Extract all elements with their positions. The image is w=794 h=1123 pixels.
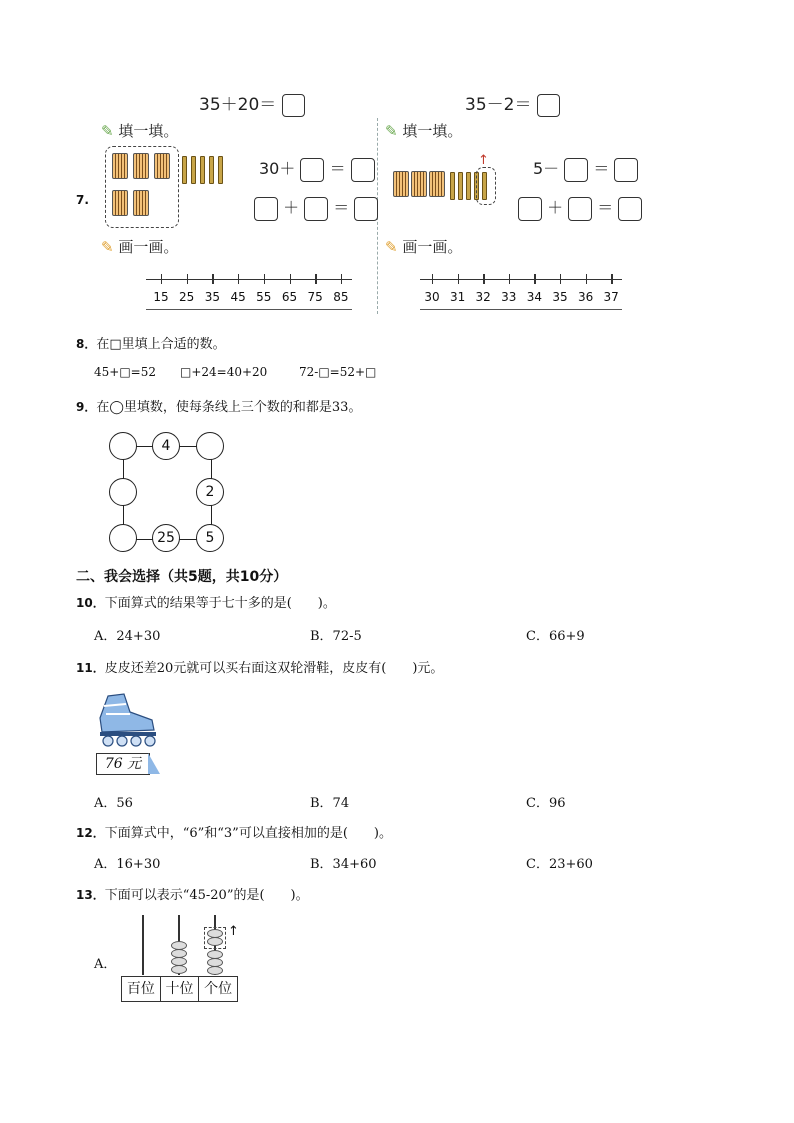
question-number: 11． [76, 661, 105, 675]
tick-label: 31 [449, 290, 466, 304]
single-stick [218, 156, 223, 184]
q10-prompt [76, 592, 336, 611]
abacus-label-tens: 十位 [161, 977, 200, 1001]
q7-left-equation-1 [259, 156, 375, 182]
tick-mark [483, 274, 484, 284]
stick-bundle [411, 171, 427, 197]
answer-box[interactable] [282, 94, 305, 117]
tick-label: 65 [281, 290, 298, 304]
answer-box[interactable] [618, 197, 642, 221]
question-text: 皮皮还差20元就可以买右面这双轮滑鞋，皮皮有( )元。 [104, 661, 444, 676]
tick-label: 36 [577, 290, 594, 304]
roller-skate-icon [94, 690, 164, 750]
number-line-right-base [420, 309, 622, 310]
q11-option-b[interactable]: B．74 [310, 796, 350, 811]
equals-sign: ＝ [329, 159, 346, 178]
question-text: 在□里填上合适的数。 [96, 337, 226, 352]
circle-bottom-right: 5 [196, 524, 224, 552]
tick-label: 35 [204, 290, 221, 304]
question-number: 8． [76, 337, 97, 351]
draw-label-right [385, 236, 462, 257]
answer-box[interactable] [351, 158, 375, 182]
section-title: 二、我会选择（共5题，共10分） [76, 569, 288, 585]
tick-label: 25 [179, 290, 195, 304]
plus-sign: ＋ [547, 198, 564, 217]
answer-box[interactable] [300, 158, 324, 182]
tick-mark [264, 274, 265, 284]
answer-box[interactable] [518, 197, 542, 221]
tick-mark [212, 274, 213, 284]
q13-option-a[interactable]: A． [94, 957, 117, 972]
question-text: 下面算式中，“6”和“3”可以直接相加的是( )。 [104, 826, 392, 841]
tick-label: 33 [501, 290, 517, 304]
number-line-left [146, 279, 352, 280]
q8-prompt [76, 333, 226, 352]
equation-text: 35－2＝ [465, 95, 532, 115]
plus-sign: ＋ [283, 198, 300, 217]
stick-bundle [429, 171, 445, 197]
tick-mark [611, 274, 612, 284]
stick-bundle [112, 153, 128, 179]
draw-label-text: 画一画。 [118, 238, 179, 256]
q7-left-equation-2 [254, 195, 378, 221]
tick-mark [187, 274, 188, 284]
circle-bottom-left[interactable] [109, 524, 137, 552]
answer-box[interactable] [568, 197, 592, 221]
abacus-label-hundreds: 百位 [122, 977, 161, 1001]
tick-mark [238, 274, 239, 284]
answer-box[interactable] [354, 197, 378, 221]
equation-text: 35＋20＝ [199, 95, 277, 115]
tick-mark [341, 274, 342, 284]
tick-label: 85 [333, 290, 349, 304]
abacus-bead [171, 965, 187, 974]
q13-prompt [76, 884, 309, 903]
tick-label: 45 [230, 290, 246, 304]
up-arrow-icon: ↑ [228, 924, 239, 939]
q11-option-c[interactable]: C．96 [526, 796, 566, 811]
answer-box[interactable] [537, 94, 560, 117]
q8-item-2[interactable]: □+24=40+20 [180, 365, 268, 379]
question-number: 10． [76, 596, 105, 610]
number-line-right [420, 279, 622, 280]
answer-box[interactable] [564, 158, 588, 182]
q8-item-3[interactable]: 72-□=52+□ [299, 365, 377, 379]
q9-prompt [76, 396, 361, 415]
tick-label: 30 [424, 290, 440, 304]
tick-label: 35 [552, 290, 568, 304]
question-number: 7. [76, 193, 89, 207]
tick-label: 34 [526, 290, 543, 304]
single-stick [450, 172, 455, 200]
q8-item-1[interactable]: 45+□=52 [94, 365, 156, 379]
tick-label: 37 [603, 290, 619, 304]
price-tag: 76 元 [96, 753, 150, 775]
stick-bundle [112, 190, 128, 216]
abacus-rod-hundreds [142, 915, 144, 975]
question-number: 12． [76, 826, 105, 840]
equation-text: 5－ [533, 159, 560, 178]
tick-mark [560, 274, 561, 284]
price-tag-stand [148, 753, 160, 774]
pencil-icon: ✎ [101, 122, 114, 140]
q12-option-a[interactable]: A．16+30 [94, 857, 161, 872]
draw-label-text: 画一画。 [402, 238, 463, 256]
tick-label: 75 [307, 290, 323, 304]
q12-option-c[interactable]: C．23+60 [526, 857, 593, 872]
tick-mark [161, 274, 162, 284]
tick-mark [534, 274, 535, 284]
question-text: 下面算式的结果等于七十多的是( )。 [104, 596, 336, 611]
pencil-icon: ✎ [385, 122, 398, 140]
question-text: 在◯里填数，使每条线上三个数的和都是33。 [96, 400, 362, 415]
tick-mark [290, 274, 291, 284]
pencil-icon: ✎ [101, 238, 114, 256]
draw-label-left [101, 236, 178, 257]
q7-top-equation-left [199, 90, 305, 117]
q7-right-equation-2 [518, 195, 642, 221]
abacus-base [121, 976, 238, 1002]
single-stick [182, 156, 187, 184]
single-stick [466, 172, 471, 200]
circle-top-left[interactable] [109, 432, 137, 460]
circle-right-middle: 2 [196, 478, 224, 506]
stick-bundle [393, 171, 409, 197]
abacus-bead [207, 966, 223, 975]
fill-label-right [385, 120, 462, 141]
q10-option-c[interactable]: C．66+9 [526, 629, 585, 644]
circle-top-middle: 4 [152, 432, 180, 460]
fill-label-text: 填一填。 [118, 122, 179, 140]
single-stick [482, 172, 487, 200]
abacus-bead [171, 941, 187, 950]
circle-top-right[interactable] [196, 432, 224, 460]
tick-mark [509, 274, 510, 284]
tick-mark [315, 274, 316, 284]
abacus-bead [207, 937, 223, 946]
abacus-label-ones: 个位 [204, 981, 233, 997]
q12-option-b[interactable]: B．34+60 [310, 857, 377, 872]
q11-option-a[interactable]: A．56 [94, 796, 133, 811]
tick-mark [586, 274, 587, 284]
tick-label: 32 [475, 290, 491, 304]
q10-option-a[interactable]: A．24+30 [94, 629, 161, 644]
answer-box[interactable] [304, 197, 328, 221]
question-text: 下面可以表示“45-20”的是( )。 [104, 888, 309, 903]
q12-prompt [76, 822, 392, 841]
pencil-icon: ✎ [385, 238, 398, 256]
equation-text: 30＋ [259, 159, 296, 178]
fill-label-text: 填一填。 [402, 122, 463, 140]
q11-prompt [76, 657, 443, 676]
fill-label-left [101, 120, 178, 141]
tick-label: 55 [256, 290, 272, 304]
circle-left-middle[interactable] [109, 478, 137, 506]
stick-bundle [154, 153, 170, 179]
q7-top-equation-right [465, 90, 560, 117]
q7-right-equation-1 [533, 156, 638, 182]
single-stick [200, 156, 205, 184]
equals-sign: ＝ [333, 198, 350, 217]
tick-mark [432, 274, 433, 284]
answer-box[interactable] [254, 197, 278, 221]
tick-mark [458, 274, 459, 284]
number-line-left-base [146, 309, 352, 310]
equals-sign: ＝ [593, 159, 610, 178]
single-stick [458, 172, 463, 200]
up-arrow-icon: ↑ [478, 153, 489, 168]
question-number: 9． [76, 400, 97, 414]
equals-sign: ＝ [597, 198, 614, 217]
single-stick [191, 156, 196, 184]
stick-bundle [133, 190, 149, 216]
question-number: 13． [76, 888, 105, 902]
tick-label: 15 [153, 290, 169, 304]
single-stick [209, 156, 214, 184]
stick-bundle [133, 153, 149, 179]
answer-box[interactable] [614, 158, 638, 182]
circle-bottom-middle: 25 [152, 524, 180, 552]
q10-option-b[interactable]: B．72-5 [310, 629, 362, 644]
